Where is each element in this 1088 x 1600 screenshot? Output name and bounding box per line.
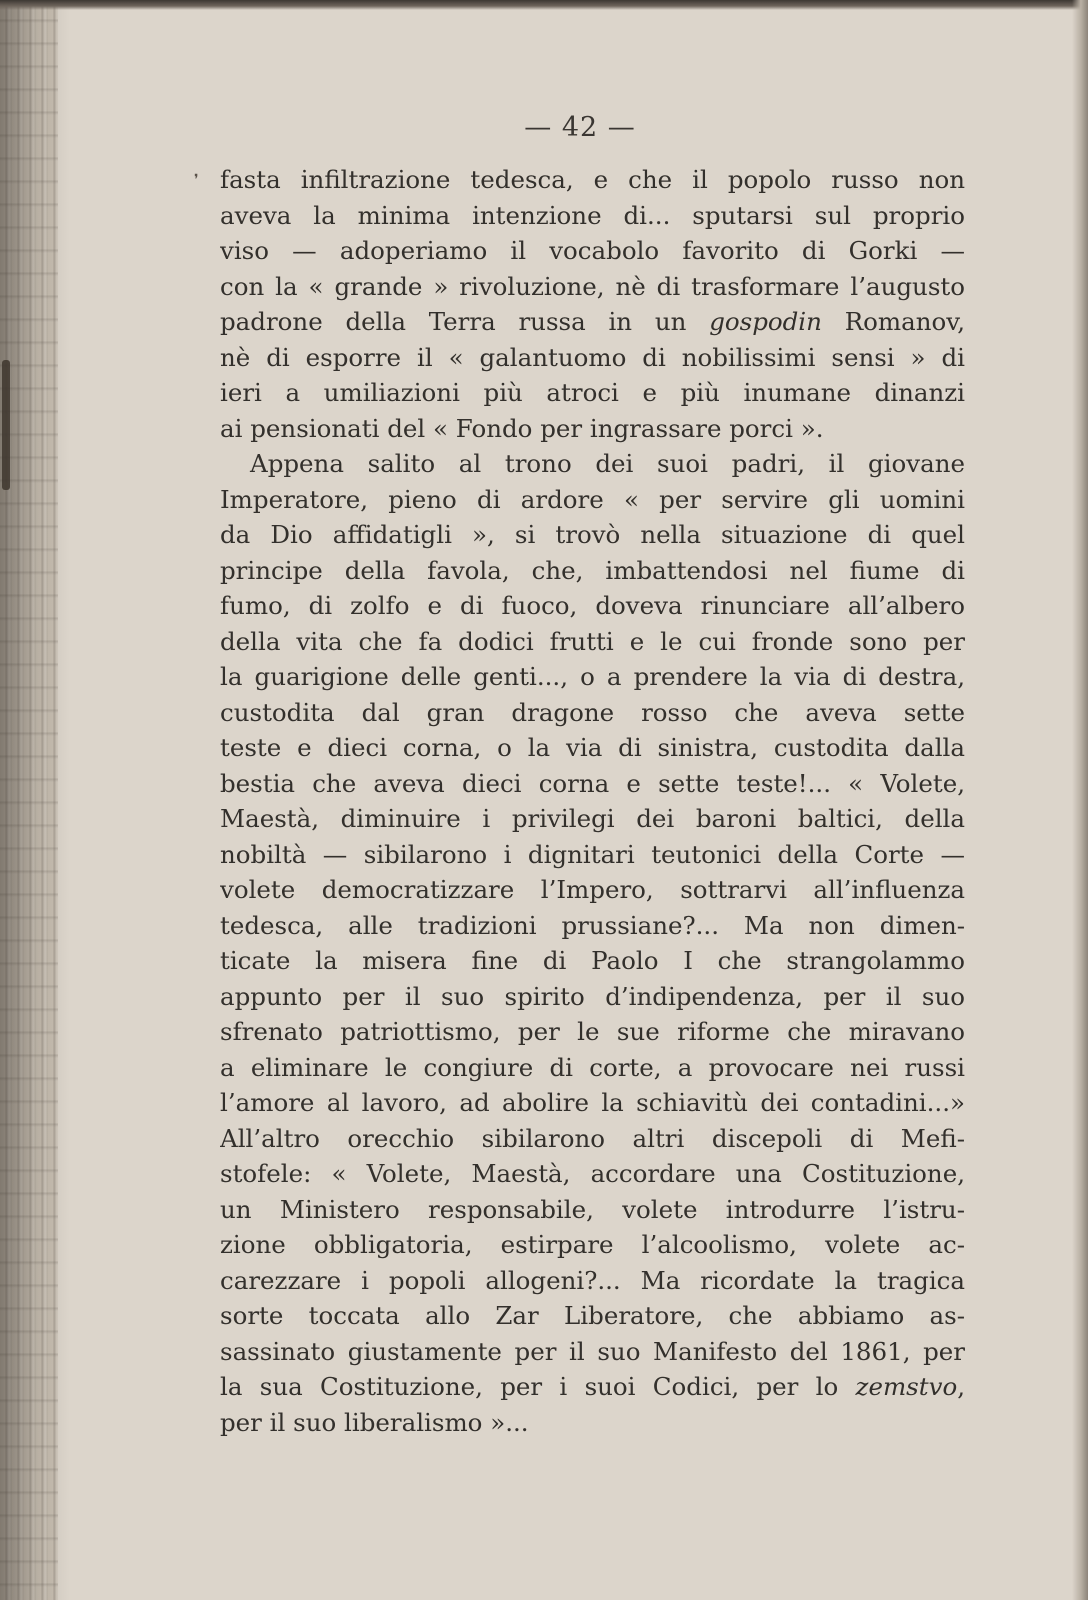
text-line: con la « grande » rivoluzione, nè di trasformare l’augusto xyxy=(220,271,965,301)
text-line: volete democratizzare l’Impero, sottrarvi all’influenza xyxy=(220,875,965,904)
binding-shadow xyxy=(0,0,70,1600)
text-line: Imperatore, pieno di ardore « per servire gli uomini xyxy=(220,484,965,514)
text-line: custodita dal gran dragone rosso che aveva sette xyxy=(220,697,965,727)
text-line: aveva la minima intenzione di... sputarsi sul proprio xyxy=(220,200,965,230)
page-number: — 42 — xyxy=(524,112,636,143)
text-line: la sua Costituzione, per i suoi Codici, per lo zemstvo, xyxy=(220,1372,965,1401)
text-line: padrone della Terra russa in un gospodin Romanov, xyxy=(220,307,965,336)
text-line: per il suo liberalismo »... xyxy=(220,1407,529,1437)
binding-dark-mark xyxy=(2,360,10,490)
text-line: ai pensionati del « Fondo per ingrassare porci ». xyxy=(220,413,824,443)
text-line: fasta infiltrazione tedesca, e che il popolo russo non xyxy=(220,165,965,194)
text-line: sfrenato patriottismo, per le sue riforme che miravano xyxy=(220,1017,965,1046)
text-line: teste e dieci corna, o la via di sinistra, custodita dalla xyxy=(220,733,965,762)
page-top-edge xyxy=(0,0,1088,10)
text-line: nè di esporre il « galantuomo di nobilissimi sensi » di xyxy=(220,342,965,372)
text-line: tedesca, alle tradizioni prussiane?... Ma non dimen- xyxy=(220,910,965,940)
text-line: principe della favola, che, imbattendosi nel fiume di xyxy=(220,555,965,585)
text-line: appunto per il suo spirito d’indipendenza, per il suo xyxy=(220,981,965,1011)
text-line: fumo, di zolfo e di fuoco, doveva rinunciare all’albero xyxy=(220,591,965,620)
text-line: a eliminare le congiure di corte, a provocare nei russi xyxy=(220,1052,965,1082)
text-line: un Ministero responsabile, volete introdurre l’istru- xyxy=(220,1194,965,1224)
text-line: ticate la misera fine di Paolo I che strangolammo xyxy=(220,946,965,975)
text-line: Appena salito al trono dei suoi padri, il giovane xyxy=(250,449,965,478)
text-line: ieri a umiliazioni più atroci e più inumane dinanzi xyxy=(220,378,965,407)
text-line: All’altro orecchio sibilarono altri discepoli di Mefi- xyxy=(220,1123,965,1153)
text-line: la guarigione delle genti..., o a prendere la via di destra, xyxy=(220,662,965,691)
text-line: sassinato giustamente per il suo Manifesto del 1861, per xyxy=(220,1336,965,1366)
ink-mark-icon: ❜ xyxy=(194,172,199,188)
text-line: sorte toccata allo Zar Liberatore, che abbiamo as- xyxy=(220,1301,965,1330)
text-line: nobiltà — sibilarono i dignitari teutonici della Corte — xyxy=(220,839,965,869)
text-line: l’amore al lavoro, ad abolire la schiavitù dei contadini...» xyxy=(220,1088,965,1117)
text-line: zione obbligatoria, estirpare l’alcoolismo, volete ac- xyxy=(220,1230,965,1259)
text-line: stofele: « Volete, Maestà, accordare una Costituzione, xyxy=(220,1159,965,1188)
page-body-text xyxy=(220,162,965,1440)
page-right-edge xyxy=(1072,0,1088,1600)
text-line: della vita che fa dodici frutti e le cui fronde sono per xyxy=(220,626,965,656)
text-line: viso — adoperiamo il vocabolo favorito di Gorki — xyxy=(220,236,965,265)
text-line: Maestà, diminuire i privilegi dei baroni baltici, della xyxy=(220,804,965,833)
text-line: da Dio affidatigli », si trovò nella situazione di quel xyxy=(220,520,965,549)
text-line: bestia che aveva dieci corna e sette teste!... « Volete, xyxy=(220,768,965,798)
text-line: carezzare i popoli allogeni?... Ma ricordate la tragica xyxy=(220,1265,965,1295)
